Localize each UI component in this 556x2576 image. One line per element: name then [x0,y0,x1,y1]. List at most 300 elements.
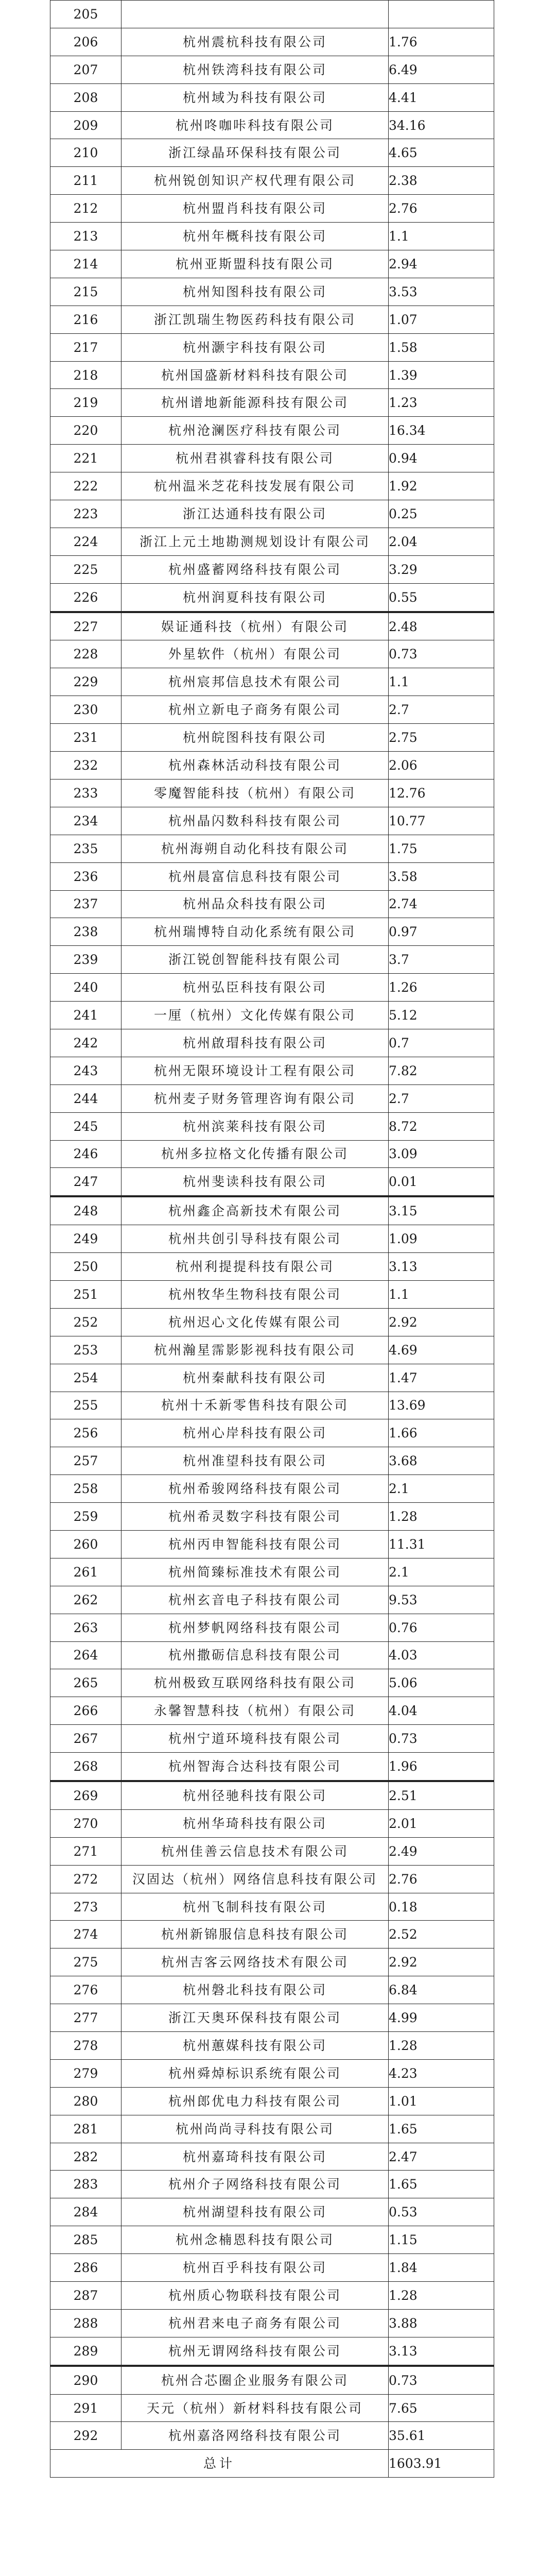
row-number: 278 [50,2032,121,2060]
table-row [50,223,494,250]
row-number: 282 [50,2143,121,2171]
row-number: 279 [50,2059,121,2087]
amount-value: 1.07 [389,306,494,333]
row-number: 235 [50,835,121,862]
company-name: 杭州啟瑁科技有限公司 [121,1029,389,1057]
table-row [50,779,494,807]
table-row [50,1753,494,1781]
amount-value: 7.65 [389,2394,494,2422]
amount-value: 3.58 [389,862,494,890]
company-name: 杭州瑞博特自动化系统有限公司 [121,918,389,946]
company-name: 杭州十禾新零售科技有限公司 [121,1392,389,1419]
company-name: 杭州玄音电子科技有限公司 [121,1586,389,1614]
row-number: 205 [50,1,121,28]
company-name: 杭州合芯圈企业服务有限公司 [121,2366,389,2394]
row-number: 266 [50,1697,121,1725]
company-name: 杭州君来电子商务有限公司 [121,2309,389,2337]
amount-value: 2.52 [389,1921,494,1948]
row-number: 222 [50,472,121,500]
company-name: 杭州咚咖咔科技有限公司 [121,111,389,139]
table-row [50,2198,494,2226]
table-row [50,417,494,445]
table-row [50,1865,494,1893]
amount-value: 1.09 [389,1225,494,1253]
row-number: 291 [50,2394,121,2422]
company-name: 杭州立新电子商务有限公司 [121,696,389,724]
table-row [50,918,494,946]
table-row [50,83,494,111]
row-number: 230 [50,696,121,724]
amount-value: 2.74 [389,890,494,918]
row-number: 244 [50,1084,121,1112]
row-number: 225 [50,555,121,583]
company-name: 杭州域为科技有限公司 [121,83,389,111]
company-name: 杭州沧澜医疗科技有限公司 [121,417,389,445]
amount-value: 2.92 [389,1308,494,1336]
table-row [50,528,494,555]
amount-value: 1.1 [389,223,494,250]
row-number: 272 [50,1865,121,1893]
company-name: 杭州君祺睿科技有限公司 [121,445,389,472]
table-body [50,1,494,2478]
table-row [50,250,494,278]
company-name: 杭州舜焯标识系统有限公司 [121,2059,389,2087]
row-number: 267 [50,1725,121,1753]
company-name: 杭州共创引导科技有限公司 [121,1225,389,1253]
row-number: 288 [50,2309,121,2337]
amount-value: 8.72 [389,1112,494,1140]
company-name: 杭州国盛新材料科技有限公司 [121,361,389,389]
table-row [50,1168,494,1196]
amount-value: 4.99 [389,2004,494,2032]
row-number: 223 [50,500,121,528]
row-number: 242 [50,1029,121,1057]
row-number: 209 [50,111,121,139]
table-row [50,1837,494,1865]
row-number: 217 [50,333,121,361]
company-name: 杭州极致互联网络科技有限公司 [121,1669,389,1697]
row-number: 268 [50,1753,121,1781]
row-number: 220 [50,417,121,445]
total-label: 总计 [50,2450,389,2478]
company-name: 杭州磐北科技有限公司 [121,1976,389,2004]
row-number: 262 [50,1586,121,1614]
amount-value: 1.15 [389,2226,494,2254]
table-row [50,333,494,361]
company-name: 杭州撒砺信息科技有限公司 [121,1641,389,1669]
row-number: 207 [50,56,121,83]
table-row [50,1614,494,1641]
company-name: 杭州郎优电力科技有限公司 [121,2087,389,2115]
company-name: 永馨智慧科技（杭州）有限公司 [121,1697,389,1725]
amount-value: 0.73 [389,1725,494,1753]
table-row [50,28,494,56]
row-number: 290 [50,2366,121,2394]
company-name: 杭州铁湾科技有限公司 [121,56,389,83]
table-row [50,139,494,167]
row-number: 273 [50,1893,121,1921]
company-name: 天元（杭州）新材料科技有限公司 [121,2394,389,2422]
amount-value: 2.1 [389,1558,494,1586]
row-number: 211 [50,167,121,195]
company-name: 杭州佳善云信息技术有限公司 [121,1837,389,1865]
row-number: 216 [50,306,121,333]
amount-value: 5.12 [389,1002,494,1029]
amount-value: 3.68 [389,1447,494,1475]
row-number: 263 [50,1614,121,1641]
table-row [50,1225,494,1253]
amount-value: 11.31 [389,1530,494,1558]
amount-value: 4.69 [389,1336,494,1364]
table-row [50,2004,494,2032]
company-name: 浙江绿晶环保科技有限公司 [121,139,389,167]
company-name: 杭州锐创知识产权代理有限公司 [121,167,389,195]
amount-value: 0.94 [389,445,494,472]
table-row [50,1558,494,1586]
total-value: 1603.91 [389,2450,494,2478]
company-name: 杭州径驰科技有限公司 [121,1781,389,1809]
company-name: 杭州森林活动科技有限公司 [121,752,389,779]
company-name: 杭州多拉格文化传播有限公司 [121,1140,389,1168]
table-row [50,1057,494,1084]
company-name: 杭州嘉洛网络科技有限公司 [121,2422,389,2450]
row-number: 283 [50,2171,121,2198]
amount-value: 12.76 [389,779,494,807]
company-name: 零魔智能科技（杭州）有限公司 [121,779,389,807]
company-name: 杭州百乎科技有限公司 [121,2254,389,2282]
amount-value: 0.01 [389,1168,494,1196]
amount-value: 1.75 [389,835,494,862]
table-row [50,1112,494,1140]
amount-value: 2.51 [389,1781,494,1809]
row-number: 229 [50,668,121,696]
row-number: 265 [50,1669,121,1697]
company-name: 杭州嘉琦科技有限公司 [121,2143,389,2171]
amount-value: 0.76 [389,1614,494,1641]
table-row [50,1809,494,1837]
row-number: 208 [50,83,121,111]
company-name: 浙江上元土地勘测规划设计有限公司 [121,528,389,555]
amount-value: 2.92 [389,1948,494,1976]
company-name: 杭州盛蓄网络科技有限公司 [121,555,389,583]
total-row [50,2450,494,2478]
amount-value: 2.76 [389,195,494,223]
table-row [50,612,494,640]
row-number: 253 [50,1336,121,1364]
company-name: 杭州宁道环境科技有限公司 [121,1725,389,1753]
amount-value: 2.1 [389,1475,494,1503]
company-name: 杭州滨莱科技有限公司 [121,1112,389,1140]
row-number: 241 [50,1002,121,1029]
company-name: 杭州智海合达科技有限公司 [121,1753,389,1781]
row-number: 232 [50,752,121,779]
company-name: 杭州吉客云网络技术有限公司 [121,1948,389,1976]
amount-value: 1.58 [389,333,494,361]
amount-value: 0.18 [389,1893,494,1921]
row-number: 210 [50,139,121,167]
amount-value: 1.65 [389,2171,494,2198]
table-row [50,2422,494,2450]
table-row [50,696,494,724]
row-number: 254 [50,1364,121,1392]
company-name: 杭州鑫企高新技术有限公司 [121,1196,389,1225]
amount-value: 10.77 [389,807,494,835]
amount-value: 2.7 [389,1084,494,1112]
amount-value: 6.84 [389,1976,494,2004]
row-number: 248 [50,1196,121,1225]
amount-value: 3.53 [389,278,494,306]
amount-value: 3.09 [389,1140,494,1168]
table-row [50,1641,494,1669]
amount-value: 1.76 [389,28,494,56]
company-name: 杭州秦献科技有限公司 [121,1364,389,1392]
company-name: 杭州牧华生物科技有限公司 [121,1280,389,1308]
row-number: 276 [50,1976,121,2004]
company-name: 杭州无谓网络科技有限公司 [121,2337,389,2365]
table-row [50,1336,494,1364]
row-number: 275 [50,1948,121,1976]
table-row [50,555,494,583]
table-row [50,500,494,528]
amount-value: 2.48 [389,612,494,640]
row-number: 286 [50,2254,121,2282]
table-row [50,1140,494,1168]
company-name: 一厘（杭州）文化传媒有限公司 [121,1002,389,1029]
company-name: 杭州利提提科技有限公司 [121,1253,389,1281]
table-row [50,111,494,139]
table-row [50,2394,494,2422]
company-name: 外星软件（杭州）有限公司 [121,640,389,668]
amount-value: 1.39 [389,361,494,389]
table-row [50,1196,494,1225]
amount-value: 0.73 [389,640,494,668]
amount-value: 2.75 [389,724,494,752]
table-row [50,445,494,472]
company-name: 杭州质心物联科技有限公司 [121,2282,389,2310]
company-name: 杭州皖图科技有限公司 [121,724,389,752]
table-row [50,2087,494,2115]
company-table [50,0,494,2478]
company-name: 杭州品众科技有限公司 [121,890,389,918]
row-number: 274 [50,1921,121,1948]
row-number: 256 [50,1419,121,1447]
amount-value: 0.55 [389,583,494,612]
row-number: 284 [50,2198,121,2226]
amount-value: 1.01 [389,2087,494,2115]
row-number: 231 [50,724,121,752]
amount-value: 2.06 [389,752,494,779]
amount-value: 1.65 [389,2115,494,2143]
row-number: 280 [50,2087,121,2115]
company-name: 浙江锐创智能科技有限公司 [121,946,389,974]
row-number: 227 [50,612,121,640]
amount-value: 2.76 [389,1865,494,1893]
table-row [50,1503,494,1531]
table-row [50,752,494,779]
table-row [50,2226,494,2254]
company-name: 杭州新锦服信息科技有限公司 [121,1921,389,1948]
company-name: 杭州年概科技有限公司 [121,223,389,250]
company-name: 杭州尚尚寻科技有限公司 [121,2115,389,2143]
amount-value: 4.23 [389,2059,494,2087]
row-number: 212 [50,195,121,223]
row-number: 213 [50,223,121,250]
amount-value: 0.53 [389,2198,494,2226]
amount-value: 4.65 [389,139,494,167]
row-number: 250 [50,1253,121,1281]
table-row [50,361,494,389]
amount-value: 5.06 [389,1669,494,1697]
amount-value: 3.13 [389,2337,494,2365]
company-name: 杭州无限环境设计工程有限公司 [121,1057,389,1084]
table-row [50,1392,494,1419]
row-number: 271 [50,1837,121,1865]
amount-value: 1.28 [389,2032,494,2060]
row-number: 239 [50,946,121,974]
table-row [50,195,494,223]
company-name: 杭州简臻标准技术有限公司 [121,1558,389,1586]
amount-value: 2.04 [389,528,494,555]
amount-value: 3.15 [389,1196,494,1225]
company-name: 杭州弘臣科技有限公司 [121,974,389,1002]
table-row [50,974,494,1002]
amount-value: 1.96 [389,1753,494,1781]
amount-value: 13.69 [389,1392,494,1419]
table-row [50,2171,494,2198]
table-row [50,2254,494,2282]
table-row [50,1280,494,1308]
company-name: 杭州蕙媒科技有限公司 [121,2032,389,2060]
table-row [50,1948,494,1976]
row-number: 233 [50,779,121,807]
company-name: 杭州介子网络科技有限公司 [121,2171,389,2198]
table-row [50,890,494,918]
row-number: 238 [50,918,121,946]
amount-value: 3.29 [389,555,494,583]
table-row [50,2143,494,2171]
table-row [50,1029,494,1057]
table-row [50,1364,494,1392]
company-name: 杭州亚斯盟科技有限公司 [121,250,389,278]
row-number: 234 [50,807,121,835]
row-number: 258 [50,1475,121,1503]
amount-value: 1.28 [389,2282,494,2310]
amount-value: 3.7 [389,946,494,974]
table-row [50,862,494,890]
table-row [50,2282,494,2310]
company-name: 杭州知图科技有限公司 [121,278,389,306]
amount-value: 2.01 [389,1809,494,1837]
table-row [50,1697,494,1725]
amount-value: 0.73 [389,2366,494,2394]
company-name: 杭州念楠恩科技有限公司 [121,2226,389,2254]
row-number: 264 [50,1641,121,1669]
company-name: 浙江达通科技有限公司 [121,500,389,528]
amount-value: 1.26 [389,974,494,1002]
table-row [50,1530,494,1558]
row-number: 257 [50,1447,121,1475]
table-row [50,640,494,668]
table-row [50,389,494,417]
amount-value: 2.38 [389,167,494,195]
row-number: 287 [50,2282,121,2310]
row-number: 281 [50,2115,121,2143]
table-row [50,946,494,974]
row-number: 219 [50,389,121,417]
company-name: 杭州晶闪数科科技有限公司 [121,807,389,835]
row-number: 237 [50,890,121,918]
company-name: 浙江天奥环保科技有限公司 [121,2004,389,2032]
table-row [50,1781,494,1809]
row-number: 243 [50,1057,121,1084]
table-row [50,2309,494,2337]
row-number: 215 [50,278,121,306]
amount-value: 4.03 [389,1641,494,1669]
table-row [50,1447,494,1475]
table-row [50,306,494,333]
row-number: 259 [50,1503,121,1531]
amount-value: 3.13 [389,1253,494,1281]
company-name: 杭州震杭科技有限公司 [121,28,389,56]
company-name: 杭州心岸科技有限公司 [121,1419,389,1447]
row-number: 221 [50,445,121,472]
table-row [50,1586,494,1614]
amount-value: 7.82 [389,1057,494,1084]
row-number: 260 [50,1530,121,1558]
table-row [50,724,494,752]
company-name: 杭州希骏网络科技有限公司 [121,1475,389,1503]
amount-value: 2.94 [389,250,494,278]
row-number: 247 [50,1168,121,1196]
company-name: 杭州丙申智能科技有限公司 [121,1530,389,1558]
row-number: 261 [50,1558,121,1586]
row-number: 289 [50,2337,121,2365]
amount-value: 4.41 [389,83,494,111]
table-row [50,1893,494,1921]
company-name: 杭州宸邦信息技术有限公司 [121,668,389,696]
table-row [50,1976,494,2004]
amount-value: 1.23 [389,389,494,417]
amount-value: 2.47 [389,2143,494,2171]
table-row [50,2337,494,2365]
company-name: 杭州梦帆网络科技有限公司 [121,1614,389,1641]
table-row [50,1253,494,1281]
amount-value: 6.49 [389,56,494,83]
row-number: 270 [50,1809,121,1837]
table-row [50,1002,494,1029]
table-row [50,1308,494,1336]
company-name: 杭州晨富信息科技有限公司 [121,862,389,890]
amount-value: 1.84 [389,2254,494,2282]
table-row [50,2059,494,2087]
row-number: 269 [50,1781,121,1809]
company-name: 杭州灏宇科技有限公司 [121,333,389,361]
row-number: 246 [50,1140,121,1168]
company-name: 汉固达（杭州）网络信息科技有限公司 [121,1865,389,1893]
company-name: 浙江凯瑞生物医药科技有限公司 [121,306,389,333]
amount-value: 2.49 [389,1837,494,1865]
table-row [50,668,494,696]
amount-value: 4.04 [389,1697,494,1725]
company-name [121,1,389,28]
row-number: 224 [50,528,121,555]
amount-value [389,1,494,28]
company-name: 娱证通科技（杭州）有限公司 [121,612,389,640]
company-name: 杭州准望科技有限公司 [121,1447,389,1475]
row-number: 245 [50,1112,121,1140]
table-row [50,1921,494,1948]
table-row [50,1084,494,1112]
